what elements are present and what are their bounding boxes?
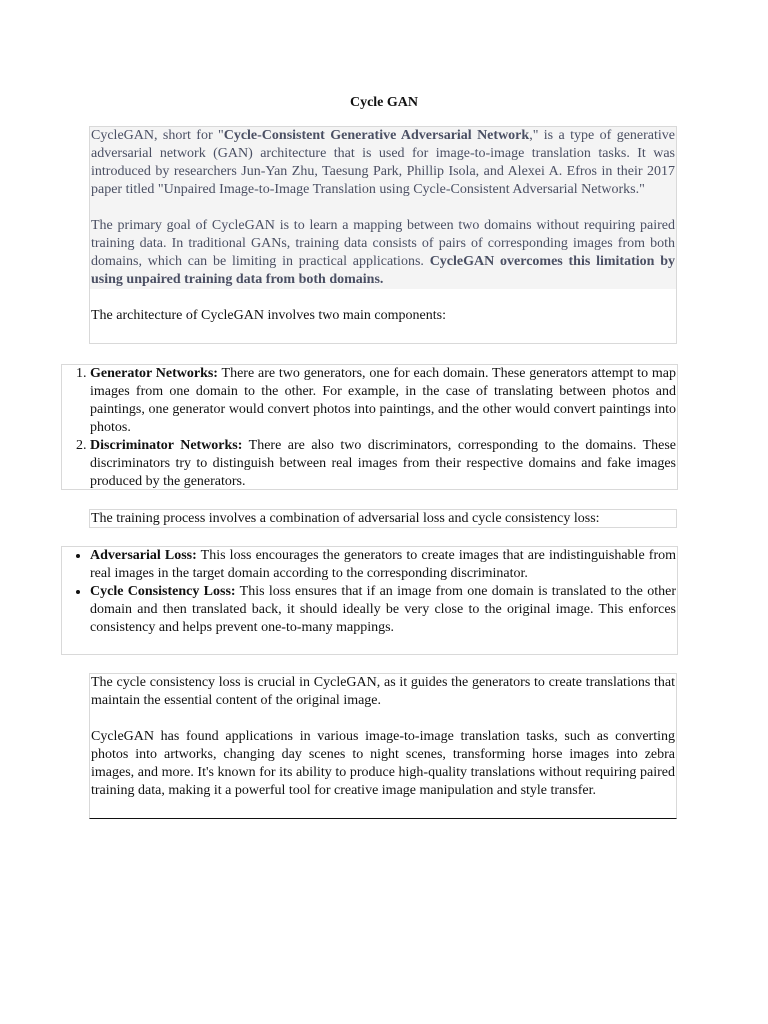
intro-text-end: ," is a type of generative adversarial network (GAN) architecture that is used for image-to-image translation tasks. It was introduced by researchers Jun-Yan Zhu, Taesung Park, Phillip Isola, and Alexei A. Efros in their 2017 paper titled "Unpaired Image-to-Image Translation using Cycle-Consistent Adversarial Networks." (91, 128, 675, 197)
components-list (62, 365, 677, 491)
page-title: Cycle GAN (349, 95, 419, 110)
intro-spacer (90, 199, 676, 217)
cycle-consistency-paragraph: The cycle consistency loss is crucial in CycleGAN, as it guides the generators to create translations that maintain the essential content of the original image. (91, 675, 675, 708)
applications-paragraph: CycleGAN has found applications in various image-to-image translation tasks, such as converting photos into artworks, changing day scenes to night scenes, transforming horse images into zebra images, and more. It's known for its ability to produce high-quality translations without requiring paired training data, making it a powerful tool for creative image manipulation and style transfer. (91, 729, 675, 798)
loss-text: This loss ensures that if an image from one domain is translated to the other domain and then translated back, it should ideally be very close to the original image. This enforces consistency and helps prevent one-to-many mappings. (90, 584, 676, 635)
goal-bold-text: CycleGAN overcomes this limitation by using unpaired training data from both domains. (91, 254, 676, 287)
goal-text: The primary goal of CycleGAN is to learn a mapping between two domains without requiring paired training data. In traditional GANs, training data consists of pairs of corresponding images from both domains, which can be limiting in practical applications. (91, 218, 675, 269)
goal-paragraph (90, 217, 676, 289)
loss-label: Adversarial Loss: (90, 548, 197, 563)
closing-section (89, 673, 677, 819)
intro-section (89, 126, 677, 344)
losses-list-section (61, 546, 678, 655)
intro-text-start: CycleGAN, short for " (91, 128, 224, 143)
intro-bold-term: Cycle-Consistent Generative Adversarial Network (223, 128, 530, 143)
list-item (90, 547, 677, 583)
intro-paragraph (90, 127, 676, 199)
list-item (90, 437, 677, 491)
loss-text: This loss encourages the generators to create images that are indistinguishable from real images in the target domain according to the corresponding discriminator. (90, 548, 676, 581)
list-item (90, 583, 677, 637)
list-item (90, 365, 677, 437)
losses-list (62, 547, 677, 637)
component-label: Discriminator Networks: (90, 438, 243, 453)
component-label: Generator Networks: (90, 366, 218, 381)
training-intro-section (89, 509, 677, 528)
architecture-intro: The architecture of CycleGAN involves two main components: (91, 308, 446, 323)
component-text: There are two generators, one for each domain. These generators attempt to map images from one domain to the other. For example, in the case of translating between photos and paintings, one generator would convert photos into paintings, and the other would convert paintings into photos. (90, 366, 676, 435)
components-list-section (61, 364, 678, 490)
loss-label: Cycle Consistency Loss: (90, 584, 236, 599)
training-intro: The training process involves a combination of adversarial loss and cycle consistency loss: (91, 511, 600, 526)
component-text: There are also two discriminators, corresponding to the domains. These discriminators try to distinguish between real images from their respective domains and fake images produced by the generators. (90, 438, 677, 489)
